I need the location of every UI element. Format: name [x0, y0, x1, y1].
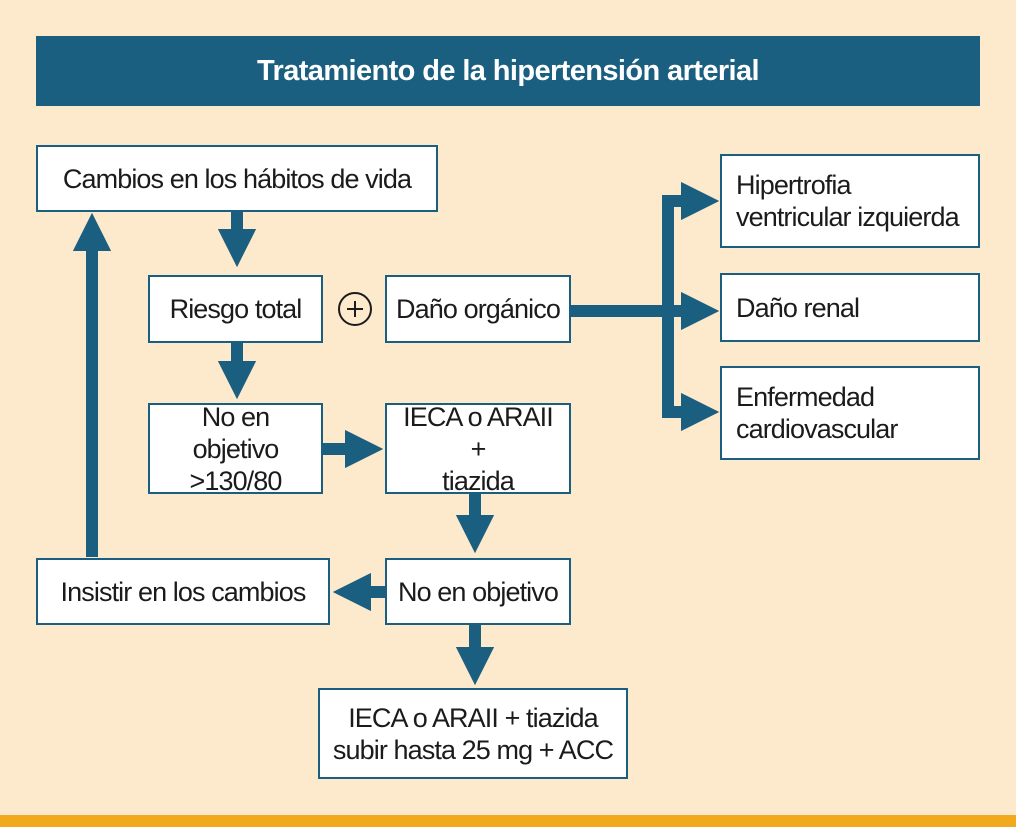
hipertrofia-line2: ventricular izquierda	[736, 202, 959, 232]
enfermedad-line2: cardiovascular	[736, 414, 898, 444]
hipertrofia-line1: Hipertrofia	[736, 170, 851, 200]
box-no-objetivo-130-80	[148, 403, 323, 494]
box-insistir-cambios	[36, 558, 330, 625]
no-objetivo-line2: >130/80	[189, 465, 282, 496]
ieca2-line1: IECA o ARAII + tiazida	[348, 702, 598, 733]
box-riesgo-total	[148, 275, 323, 343]
box-enfermedad-cardiovascular	[720, 366, 980, 460]
ieca2-line2: subir hasta 25 mg + ACC	[332, 734, 614, 765]
box-dano-renal	[720, 273, 980, 342]
box-ieca-tiazida	[385, 403, 571, 494]
box-hipertrofia-ventricular	[720, 154, 980, 248]
box-dano-organico-label: Daño orgánico	[396, 294, 560, 324]
box-cambios-habitos	[36, 145, 438, 212]
ieca-line1: IECA o ARAII +	[403, 401, 553, 464]
no-objetivo-line1: No en objetivo	[192, 401, 279, 464]
insistir-label: Insistir en los cambios	[60, 576, 306, 607]
box-ieca-tiazida-acc	[318, 688, 628, 779]
plus-circle-icon	[338, 292, 372, 326]
enfermedad-line1: Enfermedad	[736, 382, 875, 412]
dano-renal-label: Daño renal	[736, 292, 860, 323]
box-dano-organico	[385, 275, 571, 343]
bottom-accent-bar	[0, 815, 1016, 827]
no-en-objetivo-label: No en objetivo	[397, 576, 558, 607]
box-riesgo-label: Riesgo total	[169, 294, 302, 324]
ieca-line2: tiazida	[442, 465, 514, 496]
title-text: Tratamiento de la hipertensión arterial	[257, 54, 759, 87]
box-cambios-label: Cambios en los hábitos de vida	[62, 163, 412, 194]
box-no-en-objetivo	[385, 558, 571, 625]
